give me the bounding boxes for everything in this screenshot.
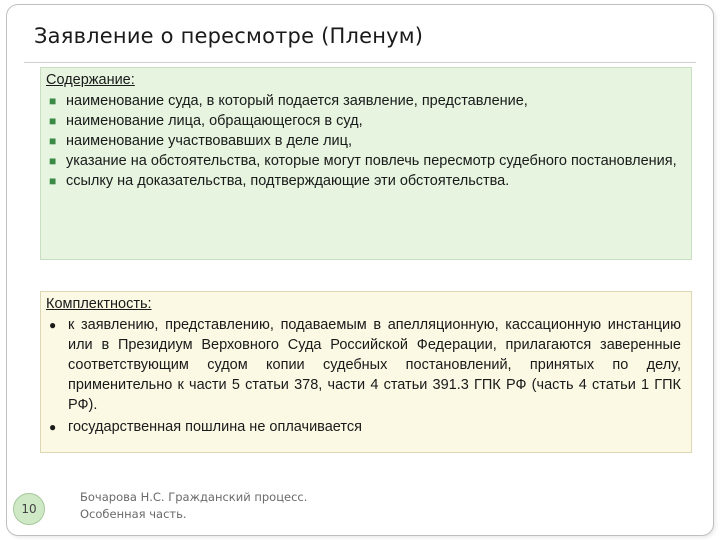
title-divider [24, 62, 696, 63]
square-bullet-icon: ■ [49, 154, 57, 168]
page-number-badge: 10 [13, 493, 45, 525]
footer-citation [80, 489, 400, 523]
dot-bullet-icon: ● [49, 318, 57, 332]
list-item-text: наименование лица, обращающегося в суд, [66, 113, 363, 129]
content-requirements-box [40, 67, 692, 260]
list-item-text: ссылку на доказательства, подтверждающие эти обстоятельства. [66, 173, 510, 189]
list-item-text: наименование участвовавших в деле лиц, [66, 133, 352, 149]
square-bullet-icon: ■ [49, 114, 57, 128]
content-list [46, 91, 683, 191]
list-item-text: государственная пошлина не оплачивается [68, 419, 362, 435]
list-item-text: наименование суда, в который подается заявление, представление, [66, 93, 528, 109]
list-item [46, 171, 683, 191]
list-item [46, 131, 683, 151]
dot-bullet-icon: ● [49, 420, 57, 434]
completeness-heading: Комплектность: [46, 296, 152, 312]
completeness-box [40, 291, 692, 453]
list-item-text: к заявлению, представлению, подаваемым в апелляционную, кассационную инстанцию или в Президиум Верховного Суда Российской Федерации, прилагаются заверенные соответствующим судом копии судебных постановлений, принятых по делу, применительно к части 5 статьи 378, части 4 статьи 391.3 ГПК РФ (часть 4 статьи 1 ГПК РФ). [68, 317, 681, 413]
square-bullet-icon: ■ [49, 94, 57, 108]
list-item-text: указание на обстоятельства, которые могут повлечь пересмотр судебного постановления, [66, 153, 677, 169]
footer-line: Особенная часть. [80, 507, 187, 521]
content-heading: Содержание: [46, 72, 135, 88]
square-bullet-icon: ■ [49, 134, 57, 148]
completeness-list [46, 315, 681, 437]
list-item [46, 111, 683, 131]
list-item [46, 315, 681, 415]
list-item [46, 91, 683, 111]
footer-line: Бочарова Н.С. Гражданский процесс. [80, 490, 308, 504]
list-item [46, 151, 683, 171]
square-bullet-icon: ■ [49, 174, 57, 188]
slide-title: Заявление о пересмотре (Пленум) [34, 24, 424, 48]
list-item [46, 417, 681, 437]
